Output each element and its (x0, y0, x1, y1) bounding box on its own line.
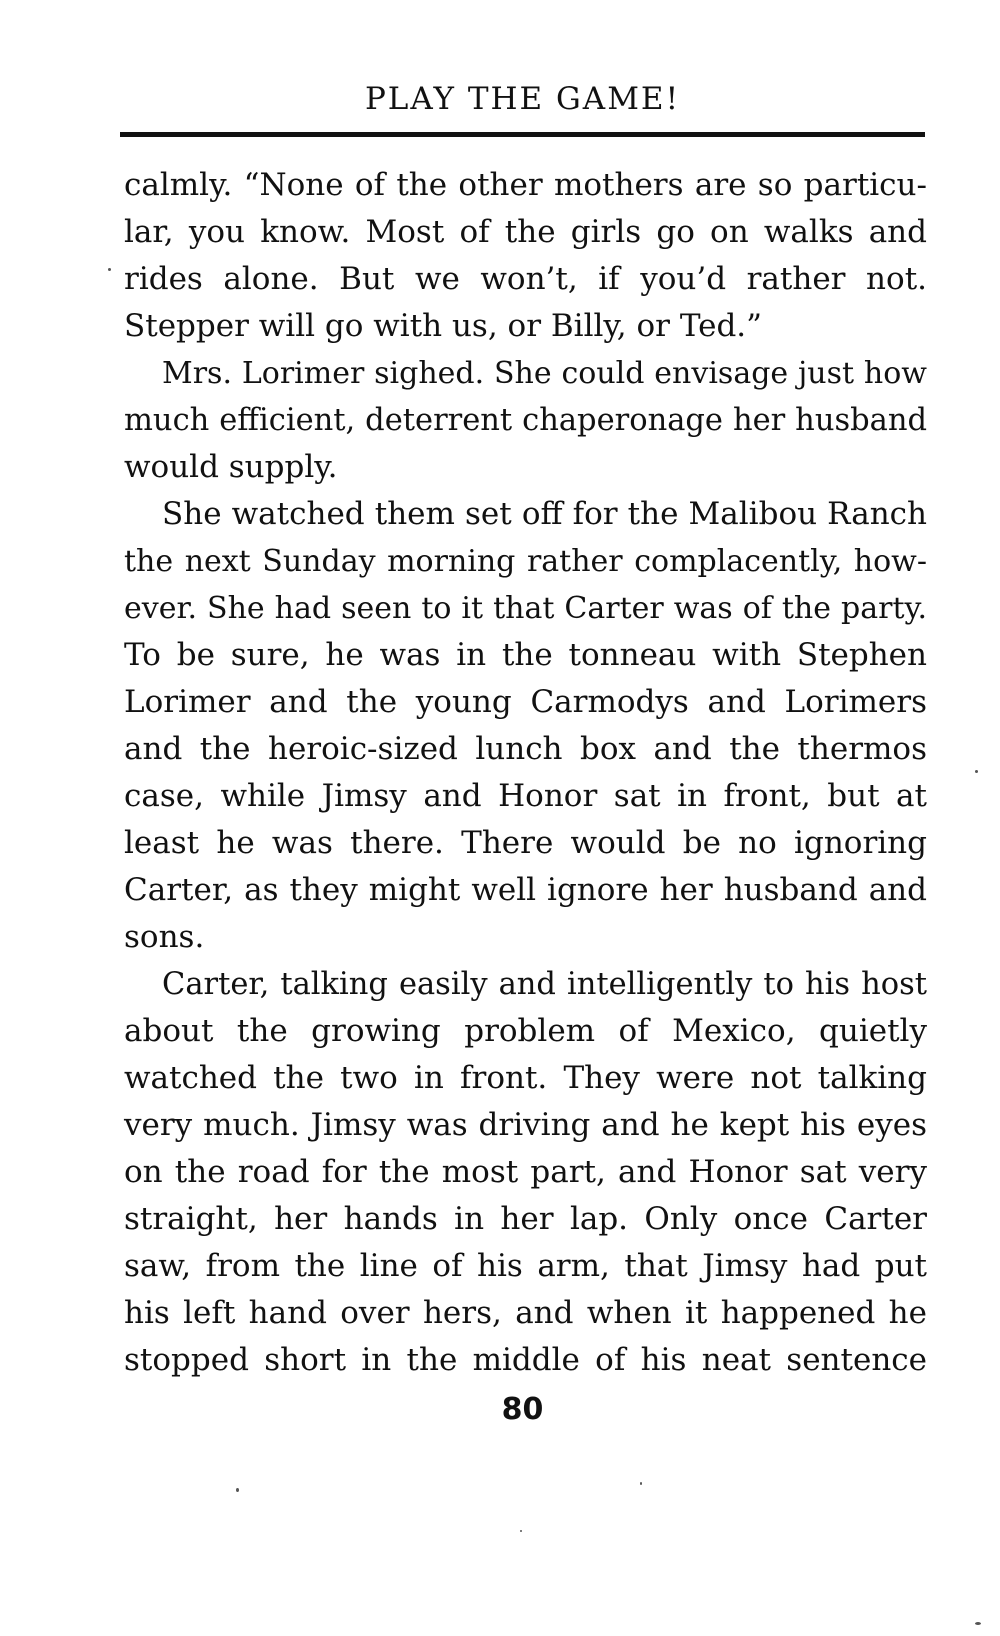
text-line: Lorimer and the young Carmodys and Lorimers (124, 684, 927, 720)
text-line: To be sure, he was in the tonneau with Stephen (124, 637, 927, 673)
body-text (124, 162, 927, 1384)
scan-speck (975, 770, 978, 773)
text-line: Carter, talking easily and intelligently to his host (162, 967, 927, 1002)
scan-speck (520, 1530, 522, 1532)
scan-speck (108, 268, 111, 271)
text-line: stopped short in the middle of his neat sentence (124, 1342, 927, 1378)
scan-speck (640, 1482, 642, 1485)
text-line: lar, you know. Most of the girls go on walks and (124, 214, 927, 250)
text-line: on the road for the most part, and Honor sat very (124, 1154, 927, 1190)
header-rule (120, 132, 925, 137)
text-line: calmly. “None of the other mothers are so particu- (124, 167, 927, 203)
scan-speck (236, 1488, 239, 1492)
text-line: Mrs. Lorimer sighed. She could envisage just how (162, 356, 927, 391)
text-line: watched the two in front. They were not talking (124, 1060, 927, 1096)
text-line: saw, from the line of his arm, that Jimsy had put (124, 1248, 927, 1284)
text-line: Stepper will go with us, or Billy, or Ted.” (124, 308, 763, 344)
text-line: the next Sunday morning rather complacently, how- (124, 544, 927, 579)
text-line: very much. Jimsy was driving and he kept his eyes (124, 1107, 927, 1143)
text-line: rides alone. But we won’t, if you’d rather not. (124, 261, 927, 297)
text-line: straight, her hands in her lap. Only once Carter (124, 1201, 927, 1237)
text-line: least he was there. There would be no ignoring (124, 825, 927, 861)
text-line: Carter, as they might well ignore her husband and (124, 872, 927, 908)
text-line: much efficient, deterrent chaperonage her husband (124, 403, 927, 438)
scan-speck (975, 1622, 981, 1625)
text-line: ever. She had seen to it that Carter was of the party. (124, 591, 927, 626)
text-line: would supply. (124, 449, 338, 485)
page-number: 80 (501, 1392, 544, 1427)
text-line: She watched them set off for the Malibou Ranch (162, 496, 927, 532)
text-line: about the growing problem of Mexico, quietly (124, 1013, 927, 1049)
text-line: and the heroic-sized lunch box and the thermos (124, 731, 927, 767)
text-line: sons. (124, 919, 205, 955)
text-line: his left hand over hers, and when it happened he (124, 1295, 927, 1331)
running-head-title: PLAY THE GAME! (364, 81, 681, 117)
text-line: case, while Jimsy and Honor sat in front, but at (124, 778, 927, 814)
